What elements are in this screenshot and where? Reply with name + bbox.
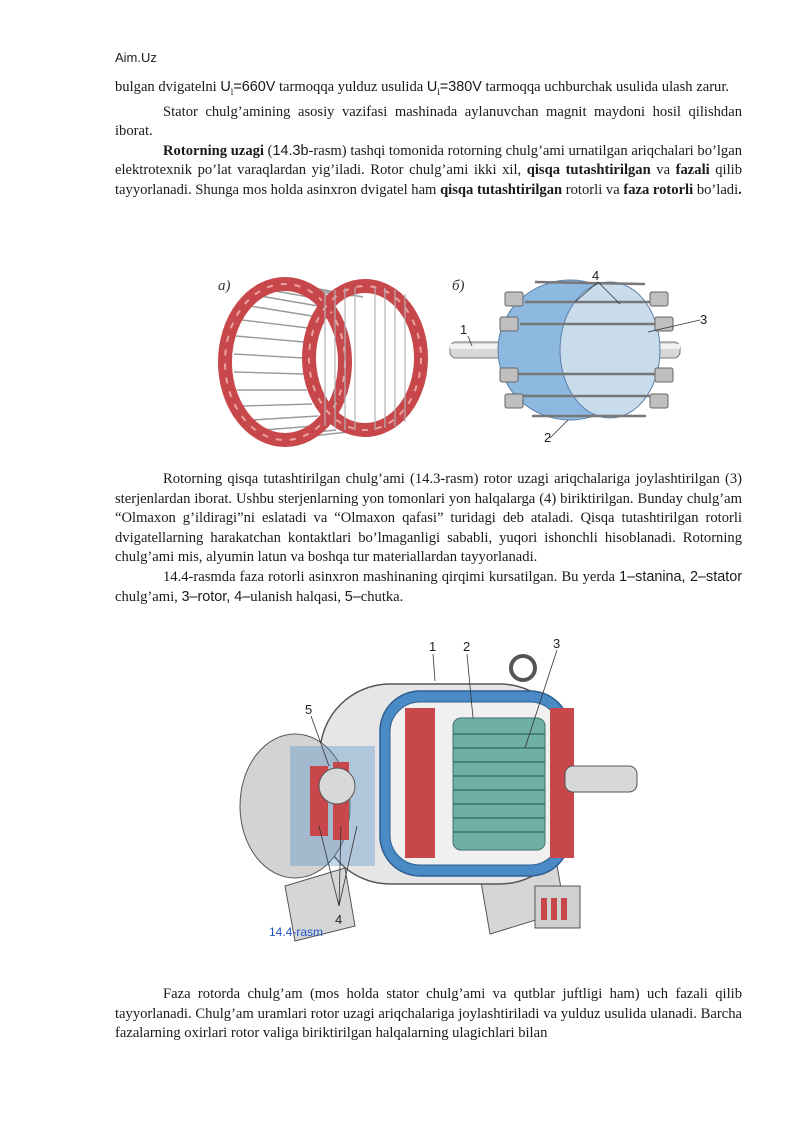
text-block-top xyxy=(115,78,742,200)
paragraph-5: 14.4-rasmda faza rotorli asinxron mashinaning qirqimi kursatilgan. Bu yerda 1–stanina, 2–stator chulg’ami, 3–rotor, 4–ulanish halqasi, 5–chutka. xyxy=(115,568,743,605)
paragraph-4: Rotorning qisqa tutashtirilgan chulg’ami (14.3-rasm) rotor uzagi ariqchalariga joylashtirilgan (3) sterjenlardan iborat. Ushbu sterjenlarning yon tomonlari yon halqalarga (4) biriktirilgan. Bunday chulg’am “Olmaxon g’ildiragi”ni eslatadi va “Olmaxon qafasi” turidagi deb ataladi. Qisqa tutashtirilgan rotorli dvigatellarning harakatchan kontaktlari bo’lmaganligi sababli, yuqori ishonchli hisoblanadi. Rotorning chulg’ami mis, alyumin latun va boshqa tur materiallardan tayyorlanadi. xyxy=(115,471,742,566)
figure-motor-cutaway xyxy=(225,636,645,956)
callout-3-fig1: 3 xyxy=(700,312,708,327)
callout-1-fig2: 1 xyxy=(429,639,437,654)
paragraph-6: Faza rotorda chulg’am (mos holda stator chulg’ami va qutblar juftligi ham) uch fazali qilib tayyorlanadi. Chulg’am uramlari rotor uzagi ariqchalariga joylashtiriladi va yulduz usulida ulanadi. Barcha fazalarning oxirlari rotor valiga biriktirilgan halqalarning ulagichlari bilan xyxy=(115,986,742,1042)
squirrel-cage-drawing xyxy=(225,284,421,440)
callout-2-fig1: 2 xyxy=(544,430,552,445)
text-block-middle xyxy=(115,470,742,607)
figure-label-a: a) xyxy=(218,278,231,294)
motor-cutaway-drawing xyxy=(240,636,637,941)
callout-4-fig1: 4 xyxy=(592,268,600,283)
callout-2-fig2: 2 xyxy=(463,639,471,654)
rotor-drawing xyxy=(450,268,707,445)
figure-rotor-cage xyxy=(200,262,720,452)
paragraph-3: Rotorning uzagi (14.3b-rasm) tashqi tomonida rotorning chulg’ami urnatilgan ariqchalari bo’lgan elektrotexnik po’lat varaqlardan yig’iladi. Rotor chulg’ami ikki xil, qisqa tutashtirilgan va fazali qilib tayyorlanadi. Shunga mos holda asinxron dvigatel ham qisqa tutashtirilgan rotorli va faza rotorli bo’ladi. xyxy=(115,142,743,198)
callout-4-fig2: 4 xyxy=(335,912,343,927)
callout-3-fig2: 3 xyxy=(553,636,561,651)
paragraph-2: Stator chulg’amining asosiy vazifasi mashinada aylanuvchan magnit maydoni hosil qilishdan iborat. xyxy=(115,103,742,140)
paragraph-1: bulgan dvigatelni $U_l=660V$ tarmoqqa yulduz usulida $U_l=380V$ tarmoqqa uchburchak usulida ulash zarur. xyxy=(115,79,730,97)
figure-label-b: б) xyxy=(452,278,465,294)
callout-1-fig1: 1 xyxy=(460,322,468,337)
text-block-bottom xyxy=(115,985,742,1044)
callout-5-fig2: 5 xyxy=(305,702,313,717)
figure-caption: 14.4-rasm xyxy=(269,925,324,939)
page-header: Aim.Uz xyxy=(115,50,157,65)
